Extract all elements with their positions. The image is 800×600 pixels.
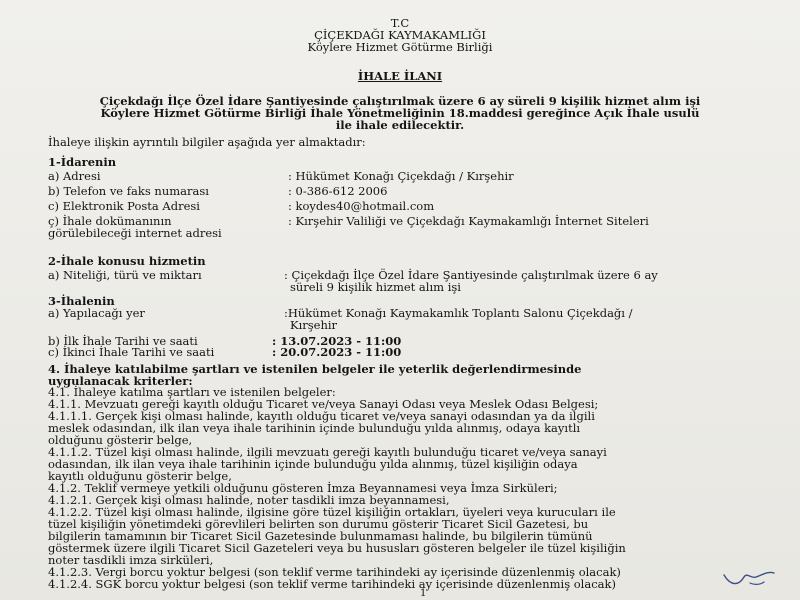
address-label: a) Adresi <box>48 169 101 183</box>
section3-heading: 3-İhalenin <box>48 294 115 308</box>
phone-label: b) Telefon ve faks numarası <box>48 184 209 198</box>
section4-line: odasından, ilk ilan veya ihale tarihinin içinde bulunduğu yılda alınmış, tüzel kişiliğin odaya <box>48 457 578 471</box>
section4-line: 4.1. İhaleye katılma şartları ve istenilen belgeler: <box>48 385 336 399</box>
place-value-line-1: :Hükümet Konağı Kaymakamlık Toplantı Salonu Çiçekdağı / <box>284 306 633 320</box>
header-office: ÇİÇEKDAĞI KAYMAKAMLIĞI <box>314 28 486 42</box>
header-tc: T.C <box>390 16 410 30</box>
intro-line-2: Köylere Hizmet Götürme Birliği İhale Yönetmeliğinin 18.maddesi gereğince Açık İhale usulü <box>100 106 700 120</box>
section4-heading-line-2: uygulanacak kriterler: <box>48 374 193 388</box>
email-label: c) Elektronik Posta Adresi <box>48 199 200 213</box>
first-date-label: b) İlk İhale Tarihi ve saati <box>48 334 198 348</box>
first-date-value: : 13.07.2023 - 11:00 <box>272 334 402 348</box>
second-date-value: : 20.07.2023 - 11:00 <box>272 345 402 359</box>
header-union: Köylere Hizmet Götürme Birliği <box>307 40 493 54</box>
docs-label-line-2: görülebileceği internet adresi <box>48 226 222 240</box>
section4-line: bilgilerin tamamının bir Ticaret Sicil Gazetesinde bulunmaması halinde, bu bilgilerin tümünü <box>48 529 593 543</box>
section1-heading: 1-İdarenin <box>48 155 117 169</box>
section4-line: göstermek üzere ilgili Ticaret Sicil Gazeteleri veya bu hususları gösteren belgeler ile tüzel kişiliğin <box>48 541 626 555</box>
section4-line: 4.1.2.2. Tüzel kişi olması halinde, ilgisine göre tüzel kişiliğin ortakları, üyeleri veya kurucuları ile <box>48 505 616 519</box>
docs-value: : Kırşehir Valiliği ve Çiçekdağı Kaymakamlığı İnternet Siteleri <box>288 214 649 228</box>
section4-line: 4.1.2.1. Gerçek kişi olması halinde, noter tasdikli imza beyannamesi, <box>48 493 450 507</box>
section2-heading: 2-İhale konusu hizmetin <box>48 254 206 268</box>
section4-line: 4.1.2.3. Vergi borcu yoktur belgesi (son teklif verme tarihindeki ay içerisinde düzenlenmiş olacak) <box>48 565 621 579</box>
phone-value: : 0-386-612 2006 <box>288 184 388 198</box>
section4-line: 4.1.1.1. Gerçek kişi olması halinde, kayıtlı olduğu ticaret ve/veya sanayi odasından ya da ilgili <box>48 409 595 423</box>
docs-label-line-1: ç) İhale dokümanının <box>48 214 172 228</box>
section4-heading-line-1: 4. İhaleye katılabilme şartları ve istenilen belgeler ile yeterlik değerlendirmesinde <box>48 362 582 376</box>
section4-line: olduğunu gösterir belge, <box>48 433 193 447</box>
page-number: 1 <box>420 588 427 599</box>
intro-line-3: ile ihale edilecektir. <box>335 118 465 132</box>
address-value: : Hükümet Konağı Çiçekdağı / Kırşehir <box>288 169 514 183</box>
email-value: : koydes40@hotmail.com <box>288 199 435 213</box>
service-value-line-1: : Çiçekdağı İlçe Özel İdare Şantiyesinde çalıştırılmak üzere 6 ay <box>284 268 658 282</box>
section4-line: 4.1.1.2. Tüzel kişi olması halinde, ilgili mevzuatı gereği kayıtlı bulunduğu ticaret ve/veya sanayi <box>48 445 607 459</box>
section4-line: tüzel kişiliğin yönetimdeki görevlileri belirten son durumu gösterir Ticaret Sicil Gazetesi, bu <box>48 517 589 531</box>
second-date-label: c) İkinci İhale Tarihi ve saati <box>48 345 215 359</box>
place-label: a) Yapılacağı yer <box>48 306 145 320</box>
intro-line-1: Çiçekdağı İlçe Özel İdare Şantiyesinde çalıştırılmak üzere 6 ay süreli 9 kişilik hizmet alım işi <box>99 94 701 108</box>
lead-text: İhaleye ilişkin ayrıntılı bilgiler aşağıda yer almaktadır: <box>48 135 366 149</box>
section4-line: meslek odasından, ilk ilan veya ihale tarihinin içinde bulunduğu yılda alınmış, odaya kayıtlı <box>48 421 581 435</box>
service-label: a) Niteliği, türü ve miktarı <box>48 268 202 282</box>
section4-line: 4.1.1. Mevzuatı gereği kayıtlı olduğu Ticaret ve/veya Sanayi Odası veya Meslek Odası Belgesi; <box>48 397 599 411</box>
signature-mark <box>720 563 780 591</box>
notice-title: İHALE İLANI <box>357 69 443 83</box>
place-value-line-2: Kırşehir <box>290 318 338 332</box>
service-value-line-2: süreli 9 kişilik hizmet alım işi <box>290 280 461 294</box>
section4-line: 4.1.2.4. SGK borcu yoktur belgesi (son teklif verme tarihindeki ay içerisinde düzenlenmiş olacak) <box>48 577 616 591</box>
section4-line: 4.1.2. Teklif vermeye yetkili olduğunu gösteren İmza Beyannamesi veya İmza Sirküleri; <box>48 481 558 495</box>
section4-line: noter tasdikli imza sirküleri, <box>48 553 214 567</box>
section4-line: kayıtlı olduğunu gösterir belge, <box>48 469 232 483</box>
